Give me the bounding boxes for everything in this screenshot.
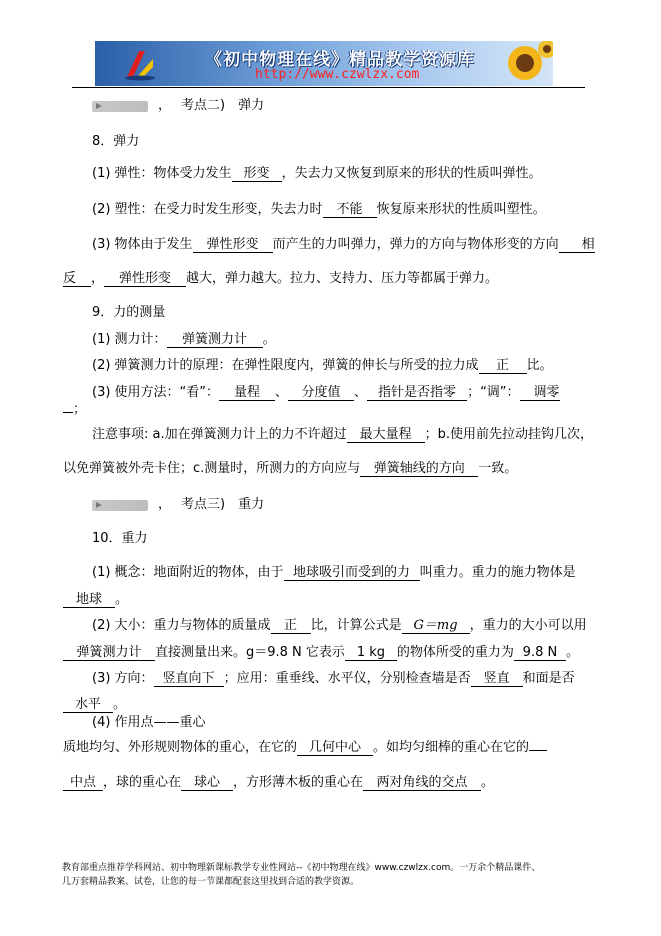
sunflower-icon — [493, 41, 553, 86]
site-logo-icon — [123, 47, 157, 81]
text-line — [92, 385, 560, 401]
answer-blank: 弹簧轴线的方向 — [360, 461, 478, 477]
answer-blank: 弹性形变 — [193, 237, 273, 253]
text-line — [92, 237, 595, 253]
answer-blank: 9.8 N — [514, 645, 566, 661]
answer-blank: 调零 — [520, 385, 560, 401]
section-title: 考点二) 弹力 — [181, 98, 265, 113]
banner-title: 《初中物理在线》精品教学资源库 — [205, 50, 475, 70]
text: 。 — [565, 645, 579, 660]
item-heading: 10．重力 — [92, 531, 148, 546]
text: 而产生的力叫弹力，弹力的方向与物体形变的方向 — [272, 237, 559, 252]
answer-blank: 指针是否指零 — [367, 385, 467, 401]
answer-blank: G＝mg — [402, 618, 470, 634]
banner-url[interactable]: http://www.czwlzx.com — [255, 67, 420, 82]
text-line — [92, 202, 546, 218]
item-heading: 9．力的测量 — [92, 305, 166, 320]
answer-blank: 竖直 — [471, 671, 523, 687]
text-line — [63, 645, 579, 661]
answer-blank: 球心 — [181, 775, 233, 791]
section-title: 考点三) 重力 — [181, 497, 265, 512]
text: 一致。 — [478, 461, 518, 476]
answer-blank: 弹簧测力计 — [167, 332, 263, 348]
header-rule — [72, 87, 585, 88]
text: 的物体所受的重力为 — [396, 645, 514, 660]
text-line — [92, 166, 542, 182]
section-heading-2 — [92, 98, 264, 114]
text: (3) 物体由于发生 — [92, 237, 193, 252]
text-line — [92, 671, 575, 687]
answer-blank: 1 kg — [345, 645, 397, 661]
answer-blank: 地球 — [63, 592, 115, 608]
header-banner — [95, 41, 553, 86]
text-line — [63, 271, 498, 287]
text-line — [92, 565, 576, 581]
answer-blank — [63, 412, 73, 413]
text: ；b.使用前先拉动挂钩几次， — [424, 427, 594, 442]
text: (1) 弹性：物体受力发生 — [92, 166, 232, 181]
text: (3) 使用方法：“看”： — [92, 385, 220, 400]
text: 。如均匀细棒的重心在它的 — [373, 740, 530, 755]
text: ，球的重心在 — [103, 775, 182, 790]
text: 比，计算公式是 — [310, 618, 402, 633]
text: 叫重力。重力的施力物体是 — [419, 565, 576, 580]
text: (3) 方向： — [92, 671, 154, 686]
text: ；应用：重垂线、水平仪，分别检查墙是否 — [223, 671, 471, 686]
answer-blank: 不能 — [323, 202, 377, 218]
text: (2) 塑性：在受力时发生形变，失去力时 — [92, 202, 323, 217]
answer-blank: 地球吸引而受到的力 — [284, 565, 420, 581]
text: ； — [73, 402, 87, 417]
text-line — [63, 461, 517, 477]
text: ；“调”： — [467, 385, 520, 400]
text: (1) 测力计： — [92, 332, 167, 347]
text: 和面是否 — [522, 671, 575, 686]
section-heading-3 — [92, 497, 264, 513]
answer-blank — [529, 750, 547, 751]
answer-blank: 弹性形变 — [104, 271, 186, 287]
answer-blank: 正 — [479, 358, 527, 374]
section-tag-icon — [92, 101, 148, 112]
text-line — [92, 332, 276, 348]
section-tag-icon — [92, 500, 148, 511]
answer-blank: 正 — [271, 618, 311, 634]
text-line — [63, 592, 128, 608]
text: 。 — [115, 592, 129, 607]
text-line — [92, 358, 553, 374]
text: (2) 弹簧测力计的原理：在弹性限度内，弹簧的伸长与所受的拉力成 — [92, 358, 479, 373]
text: 直接测量出来。g＝9.8 N 它表示 — [155, 645, 345, 660]
text: 。 — [113, 697, 127, 712]
answer-blank: 弹簧测力计 — [63, 645, 155, 661]
section-num: ， — [158, 497, 172, 512]
text: (1) 概念：地面附近的物体，由于 — [92, 565, 284, 580]
answer-blank: 量程 — [219, 385, 275, 401]
text: 越大，弹力越大。拉力、支持力、压力等都属于弹力。 — [186, 271, 499, 286]
answer-blank: 相 — [559, 237, 595, 253]
text: 以免弹簧被外壳卡住；c.测量时，所测力的方向应与 — [63, 461, 361, 476]
text: 、 — [354, 385, 368, 400]
text: (2) 大小：重力与物体的质量成 — [92, 618, 271, 633]
text: 注意事项: a.加在弹簧测力计上的力不许超过 — [92, 427, 347, 442]
answer-blank: 几何中心 — [297, 740, 373, 756]
answer-blank: 竖直向下 — [154, 671, 224, 687]
text: ， — [91, 271, 105, 286]
text: 恢复原来形状的性质叫塑性。 — [376, 202, 546, 217]
text: ，失去力又恢复到原来的形状的性质叫弹性。 — [281, 166, 542, 181]
text: 。 — [262, 332, 276, 347]
text-line — [92, 427, 593, 443]
answer-blank: 形变 — [232, 166, 282, 182]
answer-blank: 两对角线的交点 — [363, 775, 481, 791]
answer-blank: 分度值 — [288, 385, 354, 401]
footer-line-2: 几万套精品教案、试卷，让您的每一节课都配套这里找到合适的教学资源。 — [62, 877, 360, 887]
text-line — [63, 740, 547, 756]
text-line — [63, 775, 494, 791]
text-line: (4) 作用点——重心 — [92, 715, 206, 730]
text: 比。 — [526, 358, 553, 373]
text: ，方形薄木板的重心在 — [233, 775, 364, 790]
text-line — [63, 402, 86, 418]
footer-line-1: 教育部重点推荐学科网站、初中物理新课标教学专业性网站--《初中物理在线》www.czwlzx.com。一万余个精品课件、 — [62, 863, 541, 873]
section-num: ， — [158, 98, 172, 113]
text: 质地均匀、外形规则物体的重心，在它的 — [63, 740, 298, 755]
answer-blank: 水平 — [63, 697, 113, 713]
answer-blank: 最大量程 — [347, 427, 425, 443]
text: 、 — [275, 385, 289, 400]
item-heading: 8．弹力 — [92, 134, 140, 149]
answer-blank: 反 — [63, 271, 91, 287]
answer-blank: 中点 — [63, 775, 103, 791]
text-line — [63, 697, 126, 713]
text: ，重力的大小可以用 — [469, 618, 587, 633]
text: 。 — [481, 775, 495, 790]
text-line — [92, 618, 587, 634]
